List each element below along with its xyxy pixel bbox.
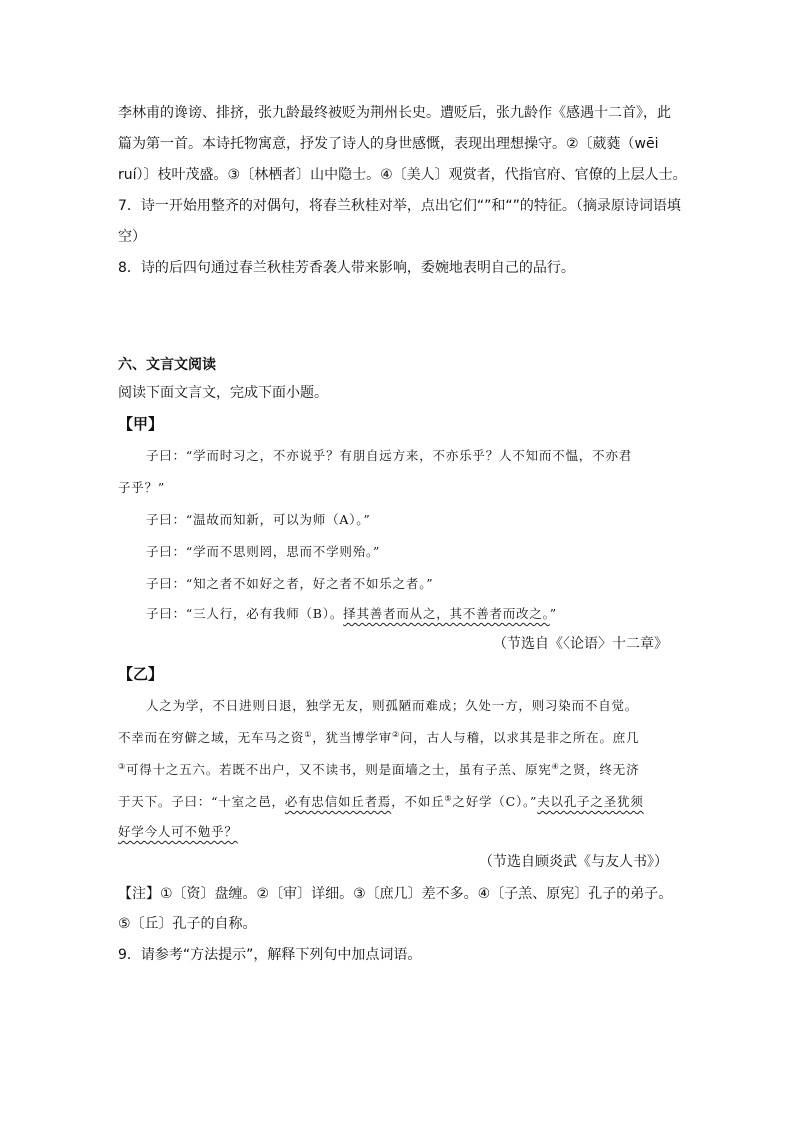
question-9: 9．请参考“方法提示”，解释下列句中加点词语。: [118, 947, 422, 963]
question-7-line-1: 7．诗一开始用整齐的对偶句，将春兰秋桂对举，点出它们“”和“”的特征。（摘录原诗词语填: [118, 198, 681, 214]
jia-passage-1a: 子曰：“学而时习之，不亦说乎？有朋自远方来，不亦乐乎？人不知而不愠，不亦君: [146, 448, 632, 463]
yi-passage-4-underlined: 必有忠信如丘者焉: [284, 794, 392, 809]
yi-passage-2b: ，犹当博学审: [312, 730, 392, 745]
footnote-marker-4: ④: [551, 761, 560, 771]
yi-passage-2c: 问，古人与稽，以求其是非之所在。庶几: [399, 730, 640, 745]
yi-passage-3a: 可得十之五六。若既不出户，又不读书，则是面墙之士，虽有子羔、原宪: [125, 762, 552, 777]
footnote-marker-3: ③: [118, 761, 126, 771]
jia-label: 【甲】: [118, 415, 164, 433]
jia-passage-3: 子曰：“学而不思则罔，思而不学则殆。”: [146, 544, 381, 559]
yi-passage-4-underlined-2: 夫以孔子之圣犹须: [537, 794, 644, 809]
jia-passage-4: 子曰：“知之者不如好之者，好之者不如乐之者。”: [146, 576, 434, 591]
question-8: 8．诗的后四句通过春兰秋桂芳香袭人带来影响，委婉地表明自己的品行。: [118, 260, 575, 276]
jia-passage-2: 子曰：“温故而知新，可以为师（A）。”: [146, 512, 371, 527]
yi-passage-4a: 于天下。子曰：“十室之邑，: [118, 794, 285, 809]
question-7-line-2: 空）: [118, 229, 146, 245]
yi-passage-4c: 之好学（C）。”: [452, 794, 538, 809]
footnote-marker-2: ②: [392, 729, 400, 739]
yi-passage-5: [118, 822, 238, 842]
jia-source: （节选自《〈论语〉十二章》: [493, 636, 668, 652]
section-6-title: 六、文言文阅读: [118, 357, 216, 373]
intro-line-2: 篇为第一首。本诗托物寓意，抒发了诗人的身世感慨，表现出理想操守。②〔葳蕤（wēi: [118, 136, 659, 152]
section-6-instruction: 阅读下面文言文，完成下面小题。: [118, 385, 328, 401]
yi-passage-5-underlined: 好学今人可不勉乎？: [118, 824, 238, 839]
jia-passage-5-plain: 子曰：“三人行，必有我师（B）。: [146, 606, 344, 621]
yi-label: 【乙】: [118, 665, 164, 683]
notes-line-2: ⑤〔丘〕孔子的自称。: [118, 916, 257, 932]
yi-passage-2a: 不幸而在穷僻之域，无车马之资: [118, 730, 305, 745]
footnote-marker-5: ⑤: [444, 793, 453, 803]
footnote-marker-1: ①: [304, 729, 313, 739]
yi-passage-4: [118, 792, 644, 812]
yi-passage-3: [118, 760, 639, 780]
intro-line-3: ruí）〕枝叶茂盛。③〔林栖者〕山中隐士。④〔美人〕观赏者，代指官府、官僚的上层人士。: [118, 167, 687, 183]
jia-passage-5-underlined: 择其善者而从之，其不善者而改之。: [343, 606, 550, 621]
jia-passage-1b: 子乎？”: [118, 480, 166, 495]
yi-passage-2: [118, 728, 639, 748]
jia-passage-5-end: ”: [549, 606, 557, 621]
yi-source: （节选自顾炎武《与友人书》）: [479, 854, 668, 870]
jia-passage-5: [146, 604, 557, 624]
intro-line-1: 李林甫的谗谤、排挤，张九龄最终被贬为荆州长史。遭贬后，张九龄作《感遇十二首》，此: [118, 105, 671, 121]
notes-line-1: 【注】①〔资〕盘缠。②〔审〕详细。③〔庶几〕差不多。④〔子羔、原宪〕孔子的弟子。: [118, 886, 673, 902]
yi-passage-4b: ，不如丘: [391, 794, 445, 809]
yi-passage-1: 人之为学，不日进则日退，独学无友，则孤陋而难成；久处一方，则习染而不自觉。: [146, 698, 639, 713]
yi-passage-3b: 之贤，终无济: [559, 762, 640, 777]
